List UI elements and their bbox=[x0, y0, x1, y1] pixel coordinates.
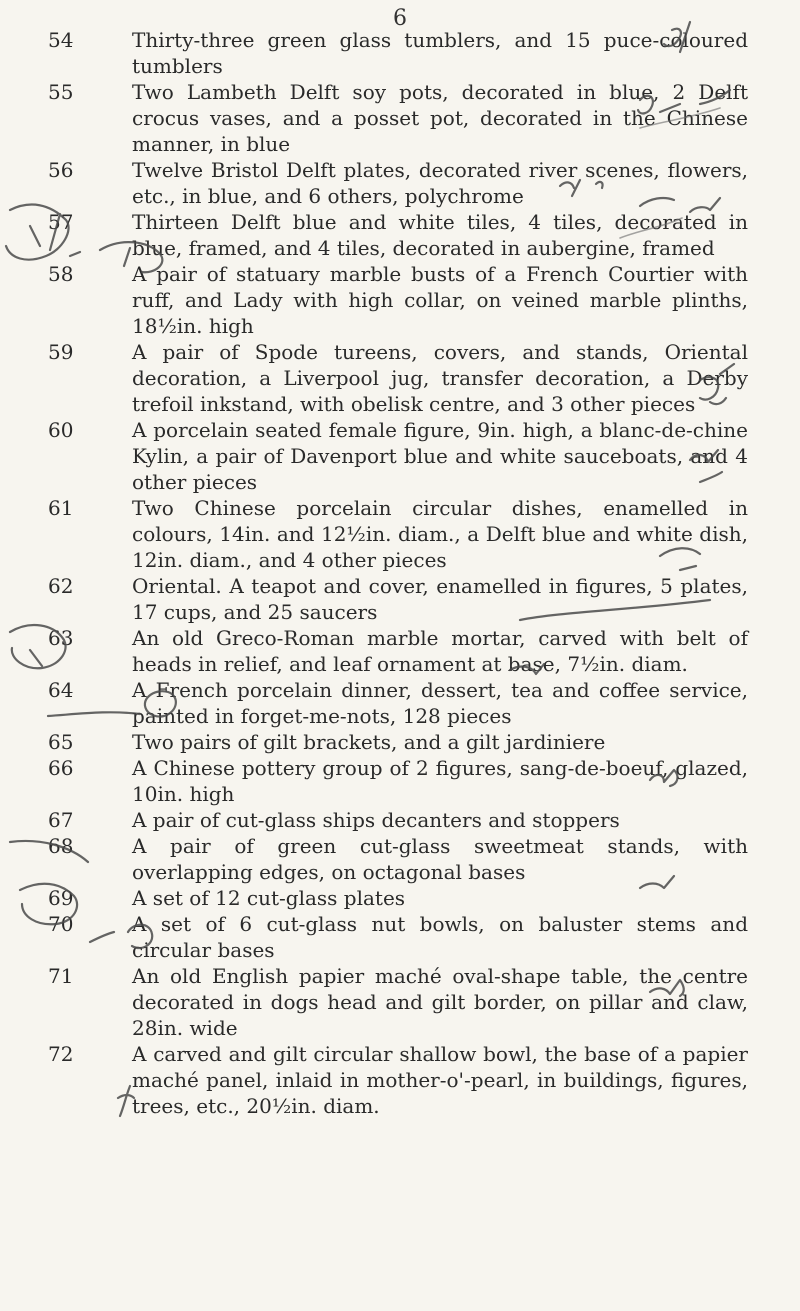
lot-item bbox=[48, 1041, 748, 1119]
lot-item bbox=[48, 729, 748, 755]
lot-description: A Chinese pottery group of 2 figures, sang-de-boeuf, glazed, 10in. high bbox=[132, 756, 748, 806]
lot-number: 60 bbox=[48, 418, 74, 442]
lot-number: 68 bbox=[48, 834, 74, 858]
lot-description: Two Chinese porcelain circular dishes, enamelled in colours, 14in. and 12½in. diam., a Delft blue and white dish, 12in. diam., and 4 other pieces bbox=[132, 496, 748, 572]
lot-number: 54 bbox=[48, 28, 74, 52]
lot-description: Thirteen Delft blue and white tiles, 4 tiles, decorated in blue, framed, and 4 tiles, decorated in aubergine, framed bbox=[132, 210, 748, 260]
page-number: 6 bbox=[393, 6, 407, 31]
lot-number: 65 bbox=[48, 730, 74, 754]
lot-item bbox=[48, 261, 748, 339]
lot-description: A French porcelain dinner, dessert, tea and coffee service, painted in forget-me-nots, 128 pieces bbox=[132, 678, 748, 728]
lot-number: 63 bbox=[48, 626, 74, 650]
lot-description: A pair of Spode tureens, covers, and stands, Oriental decoration, a Liverpool jug, transfer decoration, a Derby trefoil inkstand, with obelisk centre, and 3 other pieces bbox=[132, 340, 748, 416]
lot-item bbox=[48, 573, 748, 625]
lot-item bbox=[48, 755, 748, 807]
lot-description: Thirty-three green glass tumblers, and 15 puce-coloured tumblers bbox=[132, 28, 748, 78]
lot-description: An old English papier maché oval-shape table, the centre decorated in dogs head and gilt border, on pillar and claw, 28in. wide bbox=[132, 964, 748, 1040]
lot-description: Two Lambeth Delft soy pots, decorated in blue, 2 Delft crocus vases, and a posset pot, decorated in the Chinese manner, in blue bbox=[132, 80, 748, 156]
lot-description: Oriental. A teapot and cover, enamelled in figures, 5 plates, 17 cups, and 25 saucers bbox=[132, 574, 748, 624]
lot-item bbox=[48, 27, 748, 79]
lot-item bbox=[48, 833, 748, 885]
lot-description: A porcelain seated female figure, 9in. high, a blanc-de-chine Kylin, a pair of Davenport blue and white sauceboats, and 4 other pieces bbox=[132, 418, 748, 494]
lot-item bbox=[48, 911, 748, 963]
lot-item bbox=[48, 157, 748, 209]
lot-number: 71 bbox=[48, 964, 74, 988]
lot-number: 61 bbox=[48, 496, 74, 520]
lot-item bbox=[48, 79, 748, 157]
lot-number: 62 bbox=[48, 574, 74, 598]
lot-number: 56 bbox=[48, 158, 74, 182]
lot-description: Two pairs of gilt brackets, and a gilt jardiniere bbox=[132, 730, 606, 754]
lot-item bbox=[48, 625, 748, 677]
lot-list bbox=[48, 27, 748, 1119]
lot-number: 67 bbox=[48, 808, 74, 832]
lot-description: A pair of statuary marble busts of a French Courtier with ruff, and Lady with high collar, on veined marble plinths, 18½in. high bbox=[132, 262, 748, 338]
lot-item bbox=[48, 807, 748, 833]
lot-number: 57 bbox=[48, 210, 74, 234]
lot-item bbox=[48, 677, 748, 729]
lot-number: 64 bbox=[48, 678, 74, 702]
lot-item bbox=[48, 885, 748, 911]
lot-item bbox=[48, 417, 748, 495]
lot-item bbox=[48, 495, 748, 573]
lot-number: 70 bbox=[48, 912, 74, 936]
lot-number: 69 bbox=[48, 886, 74, 910]
lot-description: A carved and gilt circular shallow bowl, the base of a papier maché panel, inlaid in mother-o'-pearl, in buildings, figures, trees, etc., 20½in. diam. bbox=[132, 1042, 748, 1118]
lot-description: A set of 6 cut-glass nut bowls, on baluster stems and circular bases bbox=[132, 912, 748, 962]
lot-item bbox=[48, 209, 748, 261]
lot-description: A set of 12 cut-glass plates bbox=[132, 886, 406, 910]
lot-number: 55 bbox=[48, 80, 74, 104]
lot-number: 66 bbox=[48, 756, 74, 780]
lot-item bbox=[48, 963, 748, 1041]
lot-description: Twelve Bristol Delft plates, decorated river scenes, flowers, etc., in blue, and 6 others, polychrome bbox=[132, 158, 748, 208]
lot-item bbox=[48, 339, 748, 417]
lot-description: A pair of green cut-glass sweetmeat stands, with overlapping edges, on octagonal bases bbox=[132, 834, 748, 884]
lot-number: 72 bbox=[48, 1042, 74, 1066]
lot-number: 59 bbox=[48, 340, 74, 364]
lot-number: 58 bbox=[48, 262, 74, 286]
lot-description: An old Greco-Roman marble mortar, carved with belt of heads in relief, and leaf ornament at base, 7½in. diam. bbox=[132, 626, 748, 676]
lot-description: A pair of cut-glass ships decanters and stoppers bbox=[132, 808, 620, 832]
